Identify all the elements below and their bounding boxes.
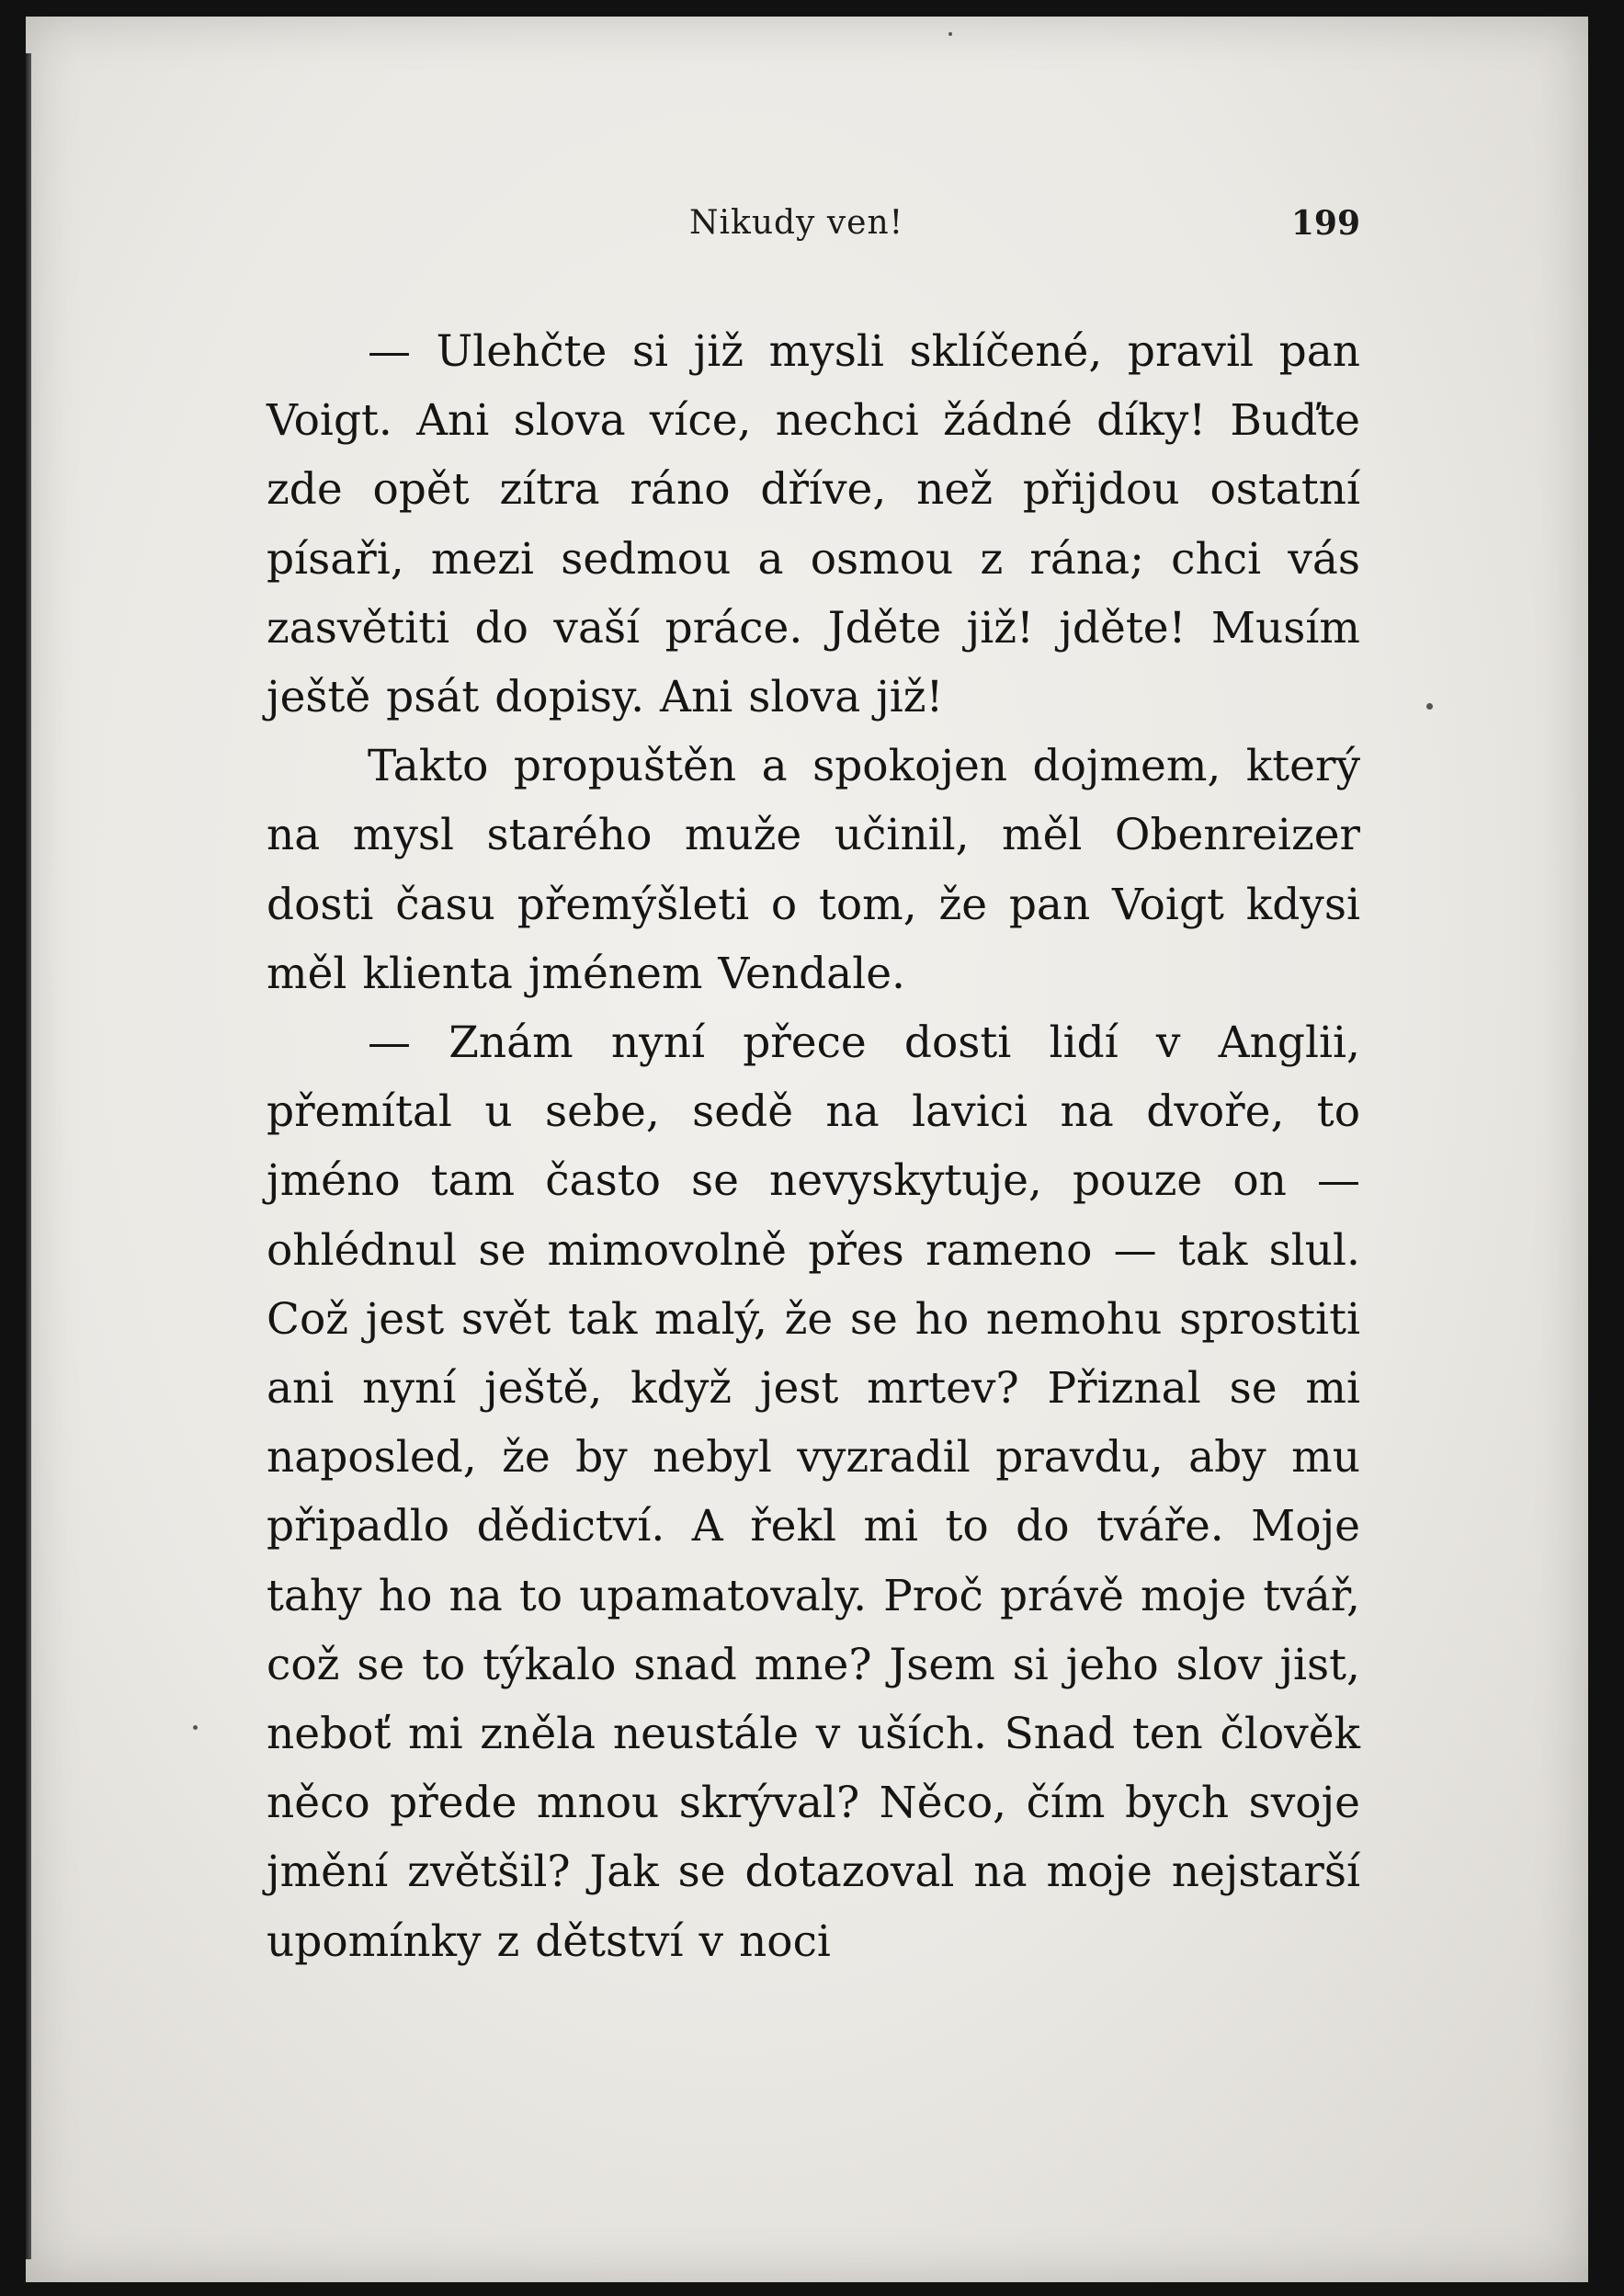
binding-edge bbox=[26, 53, 31, 2259]
body-text bbox=[267, 317, 1360, 1976]
page-number: 199 bbox=[1290, 204, 1360, 243]
paragraph: — Znám nyní přece dosti lidí v Anglii, přemítal u sebe, sedě na lavici na dvoře, to jméno tam často se nevyskytuje, pouze on — ohlédnul se mimovolně přes rameno — tak slul. Což jest svět tak malý, že se ho nemohu sprostiti ani nyní ještě, když jest mrtev? Přiznal se mi naposled, že by nebyl vyzradil pravdu, aby mu připadlo dědictví. A řekl mi to do tváře. Moje tahy ho na to upamatovaly. Proč právě moje tvář, což se to týkalo snad mne? Jsem si jeho slov jist, neboť mi zněla neustále v uších. Snad ten člověk něco přede mnou skrýval? Něco, čím bych svoje jmění zvětšil? Jak se dotazoval na moje nejstarší upomínky z dětství v noci bbox=[267, 1017, 1360, 1967]
page-header bbox=[267, 204, 1360, 259]
dust-speck bbox=[948, 32, 952, 36]
paragraph: — Ulehčte si již mysli sklíčené, pravil pan Voigt. Ani slova více, nechci žádné díky! Buďte zde opět zítra ráno dříve, než přijdou ostatní písaři, mezi sedmou a osmou z rána; chci vás zasvětiti do vaší práce. Jděte již! jděte! Musím ještě psát dopisy. Ani slova již! bbox=[267, 326, 1360, 723]
running-title: Nikudy ven! bbox=[689, 204, 904, 242]
dust-speck bbox=[193, 1725, 198, 1730]
dust-speck bbox=[1426, 703, 1433, 710]
paragraph: Takto propuštěn a spokojen dojmem, který na mysl starého muže učinil, měl Obenreizer dosti času přemýšleti o tom, že pan Voigt kdysi měl klienta jménem Vendale. bbox=[267, 741, 1360, 999]
